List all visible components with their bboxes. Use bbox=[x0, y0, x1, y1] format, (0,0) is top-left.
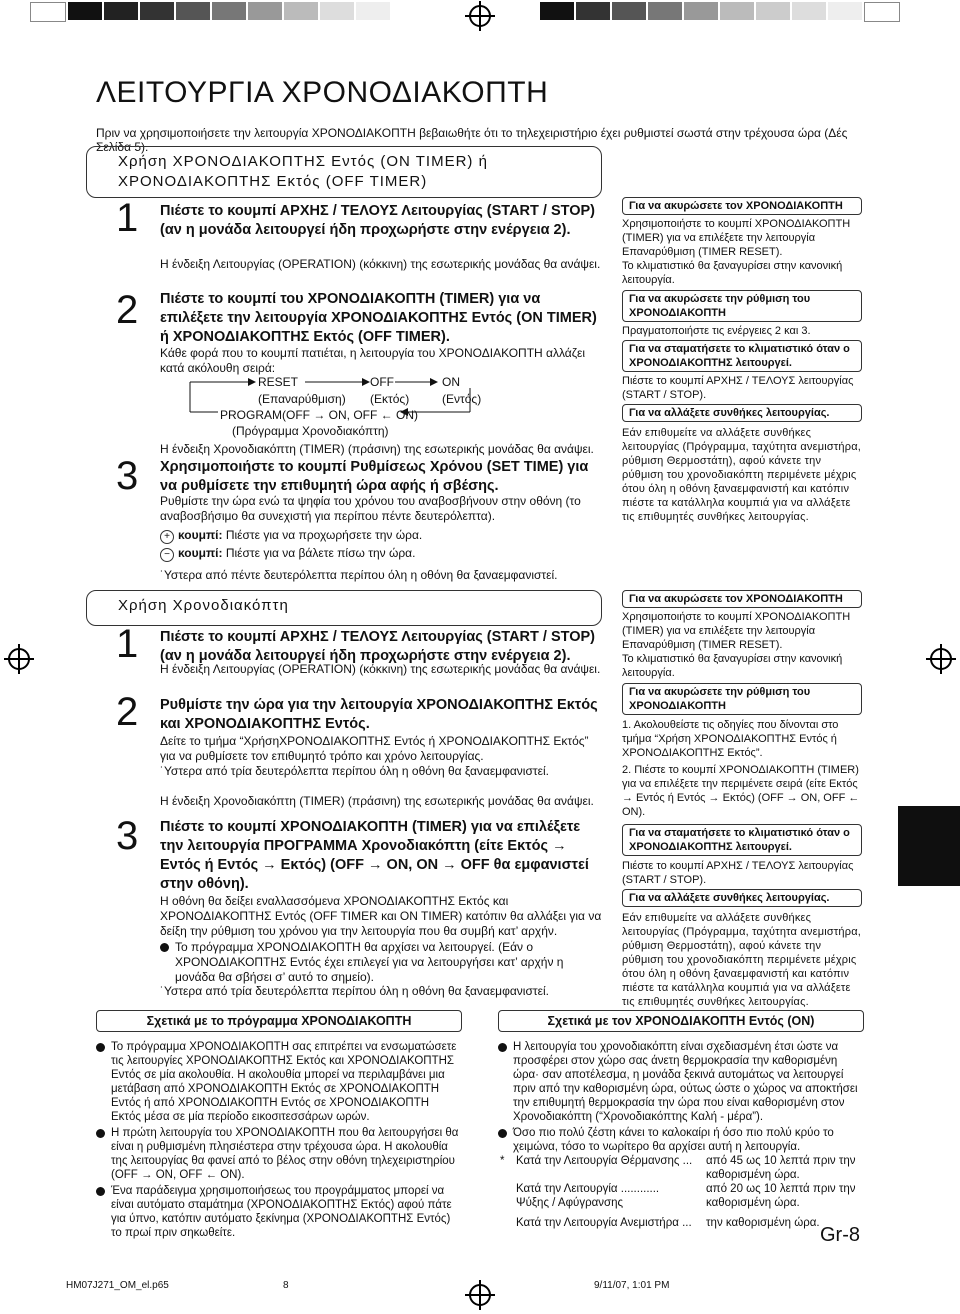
reg-block bbox=[828, 2, 862, 20]
step-number: 1 bbox=[116, 196, 139, 240]
about-program-title: Σχετικά με το πρόγραμμα ΧΡΟΝΟΔΙΑΚΟΠΤΗ bbox=[96, 1010, 462, 1032]
section-program-timer-title: Χρήση Χρονοδιακόπτη bbox=[118, 597, 289, 614]
side-list-item: 2. Πιέστε το κουμπί ΧΡΟΝΟΔΙΑΚΟΠΤΗ (TIMER) για να επιλέξετε την περιμένετε σειρά (είτε Εκτός → Εντός ή Εντός → Εκτός) (OFF → ON, OFF ← ON). bbox=[622, 764, 860, 818]
diagram-off-label: OFF bbox=[370, 375, 394, 389]
timing-table bbox=[498, 1154, 864, 1216]
timing-value: την καθορισμένη ώρα. bbox=[706, 1217, 820, 1229]
step-body: Η ένδειξη Λειτουργίας (OPERATION) (κόκκινη) της εσωτερικής μονάδας θα ανάψει. bbox=[160, 257, 601, 271]
reg-block bbox=[30, 2, 66, 22]
section-title-line: ΧΡΟΝΟΔΙΑΚΟΠΤΗΣ Εκτός (OFF TIMER) bbox=[118, 173, 428, 190]
bullet-icon bbox=[498, 1129, 507, 1138]
step-heading: Πιέστε το κουμπί ΑΡΧΗΣ / ΤΕΛΟΥΣ Λειτουργίας (START / STOP) (αν η μονάδα λειτουργεί ήδη προχωρήστε στην ενέργεια 2). bbox=[160, 629, 596, 664]
about-bullet bbox=[96, 1040, 462, 1124]
step-body: Ρυθμίστε την ώρα ενώ τα ψηφία του χρόνου του αναβοσβήνουν στην οθόνη (το αναβοσβήσιμο θα συνεχιστή για περίπου πέντε δευτερόλεπτα). bbox=[160, 494, 581, 523]
sidebar-notes-1 bbox=[622, 197, 862, 524]
reg-block bbox=[720, 2, 754, 20]
step-body: Κάθε φορά που το κουμπί πατιέται, η λειτουργία του ΧΡΟΝΟΔΙΑΚΟΠΤΗ αλλάζει κατά ακόλουθη σειρά: bbox=[160, 346, 586, 375]
registration-crosshair-icon bbox=[930, 648, 952, 670]
footer-page: 8 bbox=[283, 1280, 289, 1291]
reg-block bbox=[612, 2, 646, 20]
registration-crosshair-icon bbox=[469, 5, 491, 27]
diagram-on-sub: (Εντός) bbox=[442, 392, 482, 406]
about-on-timer-title: Σχετικά με τον ΧΡΟΝΟΔΙΑΚΟΠΤΗ Εντός (ON) bbox=[498, 1010, 864, 1032]
side-list-item: 1. Ακολουθείστε τις οδηγίες που δίνονται στο τμήμα “Χρήση ΧΡΟΝΟΔΙΑΚΟΠΤΗΣ Εντός ή ΧΡΟΝΟΔΙΑΚΟΠΤΗΣ Εκτός”. bbox=[622, 719, 839, 759]
step-body: Η ένδειξη Χρονοδιακόπτη (TIMER) (πράσινη) της εσωτερικής μονάδας θα ανάψει. bbox=[160, 794, 594, 808]
about-program-box bbox=[96, 1010, 462, 1240]
reg-block bbox=[864, 2, 900, 22]
timing-value: από 20 ως 10 λεπτά πριν την καθορισμένη ώρα. bbox=[706, 1183, 856, 1209]
step-bullet bbox=[160, 940, 605, 985]
diagram-program-sub: (Πρόγραμμα Χρονοδιακόπτη) bbox=[232, 424, 389, 438]
bullet-icon bbox=[160, 943, 169, 952]
step-number: 3 bbox=[116, 454, 139, 498]
side-heading: Για να αλλάξετε συνθήκες λειτουργίας. bbox=[622, 404, 862, 422]
timing-value: από 45 ως 10 λεπτά πριν την καθορισμένη ώρα. bbox=[706, 1155, 856, 1181]
reg-block bbox=[648, 2, 682, 20]
diagram-program-label: PROGRAM(OFF → ON, OFF ← ON) bbox=[220, 408, 418, 422]
bullet-text: Η πρώτη λειτουργία του ΧΡΟΝΟΔΙΑΚΟΠΤΗ που θα λειτουργήσει θα είναι η ρυθμισμένη πλησιέστερα στην τρέχουσα ώρα. Η ακολουθία της λειτουργίας θα φανεί από το βέλος στην οθόνη τηλεχειριστηρίου (OFF → ON, OFF ← ON). bbox=[111, 1127, 459, 1181]
registration-crosshair-icon bbox=[469, 1284, 491, 1306]
about-on-timer-box bbox=[498, 1010, 864, 1230]
reg-block bbox=[540, 2, 574, 20]
step-heading: Χρησιμοποιήστε το κουμπί Ρυθμίσεως Χρόνου (SET TIME) για να ρυθμίσετε την επιθυμητή ώρα αφής ή σβέσης. bbox=[160, 459, 589, 494]
reg-block bbox=[684, 2, 718, 20]
asterisk: * bbox=[500, 1155, 505, 1167]
diagram-reset-sub: (Επαναρύθμιση) bbox=[258, 392, 346, 406]
reg-block bbox=[756, 2, 790, 20]
reg-block bbox=[212, 2, 246, 20]
reg-block bbox=[104, 2, 138, 20]
side-text: Χρησιμοποιήστε το κουμπί ΧΡΟΝΟΔΙΑΚΟΠΤΗ (TIMER) για να επιλέξετε την λειτουργία Επαναρύθμιση (TIMER RESET). bbox=[622, 611, 851, 651]
intro-text: Πριν να χρησιμοποιήσετε την λειτουργία ΧΡΟΝΟΔΙΑΚΟΠΤΗ βεβαιωθήτε ότι το τηλεχειριστήριο έχει ρυθμιστεί σωστά στην τρέχουσα ώρα (Δές Σελίδα 5). bbox=[96, 126, 848, 154]
step-number: 1 bbox=[116, 622, 139, 666]
reg-block bbox=[68, 2, 102, 20]
bullet-icon bbox=[96, 1043, 105, 1052]
key-description: Πιέστε για να προχωρήσετε την ώρα. bbox=[225, 528, 423, 542]
reg-block bbox=[176, 2, 210, 20]
sidebar-notes-2 bbox=[622, 590, 862, 1009]
side-text: Το κλιματιστικό θα ξαναγυρίσει στην κανονική λειτουργία. bbox=[622, 260, 843, 286]
timing-label: Ψύξης / Αφύγρανσης bbox=[516, 1197, 624, 1209]
bullet-icon bbox=[498, 1043, 507, 1052]
side-heading: Για να ακυρώσετε την ρύθμιση του ΧΡΟΝΟΔΙΑΚΟΠΤΗ bbox=[622, 683, 862, 715]
timing-label: Κατά την Λειτουργία ............ bbox=[516, 1183, 660, 1195]
registration-crosshair-icon bbox=[8, 648, 30, 670]
footnote: ˙Υστερα από πέντε δευτερόλεπτα περίπου όλη η οθόνη θα ξαναεμφανιστεί. bbox=[160, 568, 558, 582]
side-heading: Για να ακυρώσετε τον ΧΡΟΝΟΔΙΑΚΟΠΤΗ bbox=[622, 197, 862, 215]
key-description: Πιέστε για να βάλετε πίσω την ώρα. bbox=[225, 546, 416, 560]
about-bullet bbox=[498, 1126, 864, 1154]
step-number: 2 bbox=[116, 288, 139, 332]
plus-icon: + bbox=[160, 530, 174, 544]
bullet-text: Όσο πιο πολύ ζέστη κάνει το καλοκαίρι ή όσο πιο πολύ κρύο το χειμώνα, τόσο το νωρίτερο θα αρχίσει αυτή η λειτουργία. bbox=[513, 1127, 834, 1153]
reg-block bbox=[140, 2, 174, 20]
side-heading: Για να ακυρώσετε τον ΧΡΟΝΟΔΙΑΚΟΠΤΗ bbox=[622, 590, 862, 608]
reg-block bbox=[248, 2, 282, 20]
key-label: κουμπί: bbox=[178, 528, 223, 542]
side-text: Πιέστε το κουμπί ΑΡΧΗΣ / ΤΕΛΟΥΣ λειτουργίας (START / STOP). bbox=[622, 860, 854, 886]
side-heading: Για να σταματήσετε το κλιματιστικό όταν ο ΧΡΟΝΟΔΙΑΚΟΠΤΗΣ λειτουργεί. bbox=[622, 340, 862, 372]
about-bullet bbox=[96, 1126, 462, 1182]
footer-date: 9/11/07, 1:01 PM bbox=[594, 1280, 670, 1291]
about-bullet bbox=[498, 1040, 864, 1124]
minus-icon: − bbox=[160, 548, 174, 562]
side-text: Εάν επιθυμείτε να αλλάξετε συνθήκες λειτουργίας (Πρόγραμμα, ταχύτητα ανεμιστήρα, ρύθμιση Θερμοστάτη), αφού κάνετε την ρύθμιση του χρονοδιακόπτη περιμένετε μέχρις ότου όλη η οθόνη ξαναεμφανιστή και κατόπιν πιέστε τα κατάλληλα κουμπιά για να αλλάξετε τις επιθυμητές συνθήκες λειτουργίας. bbox=[622, 427, 862, 523]
step-number: 2 bbox=[116, 690, 139, 734]
about-bullet bbox=[96, 1184, 462, 1240]
step-heading: Πιέστε το κουμπί ΑΡΧΗΣ / ΤΕΛΟΥΣ Λειτουργίας (START / STOP) (αν η μονάδα λειτουργεί ήδη προχωρήστε στην ενέργεια 2). bbox=[160, 203, 596, 238]
step-heading: Πιέστε το κουμπί ΧΡΟΝΟΔΙΑΚΟΠΤΗ (TIMER) για να επιλέξετε την λειτουργία ΠΡΟΓΡΑΜΜΑ Χρονοδιακόπτη (είτε Εκτός → Εντός ή Εντός → Εκτός) (OFF → ON, ON → OFF θα εμφανιστεί στην οθόνη). bbox=[160, 819, 589, 892]
reg-block bbox=[320, 2, 354, 20]
reg-block bbox=[284, 2, 318, 20]
side-text: Το κλιματιστικό θα ξαναγυρίσει στην κανονική λειτουργία. bbox=[622, 653, 843, 679]
bullet-icon bbox=[96, 1187, 105, 1196]
reg-block bbox=[792, 2, 826, 20]
step-heading: Ρυθμίστε την ώρα για την λειτουργία ΧΡΟΝΟΔΙΑΚΟΠΤΗΣ Εκτός και ΧΡΟΝΟΔΙΑΚΟΠΤΗΣ Εντός. bbox=[160, 697, 598, 732]
side-heading: Για να σταματήσετε το κλιματιστικό όταν ο ΧΡΟΝΟΔΙΑΚΟΠΤΗΣ λειτουργεί. bbox=[622, 824, 862, 856]
key-label: κουμπί: bbox=[178, 546, 223, 560]
footer-filename: HM07J271_OM_el.p65 bbox=[66, 1280, 169, 1291]
page-title: ΛΕΙΤΟΥΡΓΙΑ ΧΡΟΝΟΔΙΑΚΟΠΤΗ bbox=[96, 76, 549, 109]
step-body: ˙Υστερα από τρία δευτερόλεπτα περίπου όλη η οθόνη θα ξαναεμφανιστεί. bbox=[160, 764, 549, 778]
diagram-reset-label: RESET bbox=[258, 375, 299, 389]
side-text: Χρησιμοποιήστε το κουμπί ΧΡΟΝΟΔΙΑΚΟΠΤΗ (TIMER) για να επιλέξετε την λειτουργία Επαναρύθμιση (TIMER RESET). bbox=[622, 218, 851, 258]
step-number: 3 bbox=[116, 814, 139, 858]
side-heading: Για να ακυρώσετε την ρύθμιση του ΧΡΟΝΟΔΙΑΚΟΠΤΗ bbox=[622, 290, 862, 322]
minus-key-row bbox=[160, 546, 415, 562]
reg-block bbox=[576, 2, 610, 20]
bullet-text: Η λειτουργία του χρονοδιακόπτη είναι σχεδιασμένη έτσι ώστε να προσφέρει στον χώρο σας άνετη θερμοκρασία την καθορισμένη ώρα· σαν αποτέλεσμα, η μονάδα ξεκινά αυτομάτως να λειτουργεί πριν από την καθορισμένη ώρα, ούτως ώστε ο χώρος να αποκτήσει την επιθυμητή θερμοκρασία την ώρα που είναι καθορισμένη στον Χρονοδιακόπτη (“Χρονοδιακόπτης Καλή - μέρα”). bbox=[513, 1041, 858, 1123]
step-body: Δείτε το τμήμα “ΧρήσηΧΡΟΝΟΔΙΑΚΟΠΤΗΣ Εντός ή ΧΡΟΝΟΔΙΑΚΟΠΤΗΣ Εκτός” για να ρυθμίσετε τον επιθυμητό τρόπο και χρόνο λειτουργίας. bbox=[160, 734, 589, 763]
page-number-label: Gr-8 bbox=[820, 1224, 860, 1246]
timing-row bbox=[498, 1216, 864, 1230]
bullet-text: Το πρόγραμμα ΧΡΟΝΟΔΙΑΚΟΠΤΗ σας επιτρέπει να ενσωματώσετε τις λειτουργίες ΧΡΟΝΟΔΙΑΚΟΠΤΗΣ Εκτός και ΧΡΟΝΟΔΙΑΚΟΠΤΗΣ Εντός σε μία ακολουθία. Η ακολουθία μπορεί να περιλαμβάνει μια μετάβαση από ΧΡΟΝΟΔΙΑΚΟΠΤΗ Εκτός σε ΧΡΟΝΟΔΙΑΚΟΠΤΗ Εντός ή από ΧΡΟΝΟΔΙΑΚΟΠΤΗ Εντός σε ΧΡΟΝΟΔΙΑΚΟΠΤΗ Εκτός μέσα σε μία περίοδο εικοσιτεσσάρων ωρών. bbox=[111, 1041, 457, 1123]
footnote: ˙Υστερα από τρία δευτερόλεπτα περίπου όλη η οθόνη θα ξαναεμφανιστεί. bbox=[160, 984, 549, 998]
timing-label: Κατά την Λειτουργία Θέρμανσης ... bbox=[516, 1155, 693, 1167]
reg-block bbox=[356, 2, 390, 20]
bullet-text: Το πρόγραμμα ΧΡΟΝΟΔΙΑΚΟΠΤΗ θα αρχίσει να λειτουργεί. (Εάν ο ΧΡΟΝΟΔΙΑΚΟΠΤΗΣ Εντός έχει επιλεγεί για να λειτουργήσει κατ’ αρχήν η μονάδα θα σβήσει σ’ αυτό το σημείο). bbox=[175, 940, 564, 984]
side-text: Πραγματοποιήστε τις ενέργειες 2 και 3. bbox=[622, 325, 811, 337]
diagram-on-label: ON bbox=[442, 375, 460, 389]
timing-label: Κατά την Λειτουργία Ανεμιστήρα ... bbox=[516, 1217, 692, 1229]
step-body: Η ένδειξη Λειτουργίας (OPERATION) (κόκκινη) της εσωτερικής μονάδας θα ανάψει. bbox=[160, 662, 601, 676]
section-tab-marker bbox=[898, 806, 960, 886]
section-on-off-timer-title bbox=[118, 152, 588, 192]
side-text: Πιέστε το κουμπί ΑΡΧΗΣ / ΤΕΛΟΥΣ λειτουργίας (START / STOP). bbox=[622, 375, 854, 401]
plus-key-row bbox=[160, 528, 422, 544]
bullet-icon bbox=[96, 1129, 105, 1138]
step-heading: Πιέστε το κουμπί του ΧΡΟΝΟΔΙΑΚΟΠΤΗ (TIMER) για να επιλέξετε την λειτουργία ΧΡΟΝΟΔΙΑΚΟΠΤΗΣ Εντός (ON TIMER) ή ΧΡΟΝΟΔΙΑΚΟΠΤΗΣ Εκτός (OFF TIMER). bbox=[160, 291, 597, 345]
bullet-text: Ένα παράδειγμα χρησιμοποιήσεως του προγράμματος μπορεί να είναι αυτόματο σταμάτημα (ΧΡΟΝΟΔΙΑΚΟΠΤΗΣ Εκτός) αφού πάτε για ύπνο, κατόπιν αυτόματο ξεκίνημα (ΧΡΟΝΟΔΙΑΚΟΠΤΗΣ Εντός) το πρωί πριν σηκωθείτε. bbox=[111, 1185, 452, 1239]
section-title-line: Χρήση ΧΡΟΝΟΔΙΑΚΟΠΤΗΣ Εντός (ON TIMER) ή bbox=[118, 153, 488, 170]
side-text: Εάν επιθυμείτε να αλλάξετε συνθήκες λειτουργίας (Πρόγραμμα, ταχύτητα ανεμιστήρα, ρύθμιση Θερμοστάτη), αφού κάνετε την ρύθμιση του χρονοδιακόπτη περιμένετε μέχρις ότου όλη η οθόνη ξαναεμφανιστή και κατόπιν πιέστε τα κατάλληλα κουμπιά για να αλλάξετε τις επιθυμητές συνθήκες λειτουργίας. bbox=[622, 912, 862, 1008]
side-heading: Για να αλλάξετε συνθήκες λειτουργίας. bbox=[622, 889, 862, 907]
step-note: Η ένδειξη Χρονοδιακόπτη (TIMER) (πράσινη) της εσωτερικής μονάδας θα ανάψει. bbox=[160, 442, 594, 456]
step-body: Η οθόνη θα δείξει εναλλασσόμενα ΧΡΟΝΟΔΙΑΚΟΠΤΗΣ Εκτός και ΧΡΟΝΟΔΙΑΚΟΠΤΗΣ Εντός (OFF TIMER και ON TIMER) κατόπιν θα αλλάξει για να δείξη την ρύθμιση του χρόνου για την λειτουργία που θα συμβή κατ’ αρχήν. bbox=[160, 894, 602, 938]
diagram-off-sub: (Εκτός) bbox=[370, 392, 410, 406]
